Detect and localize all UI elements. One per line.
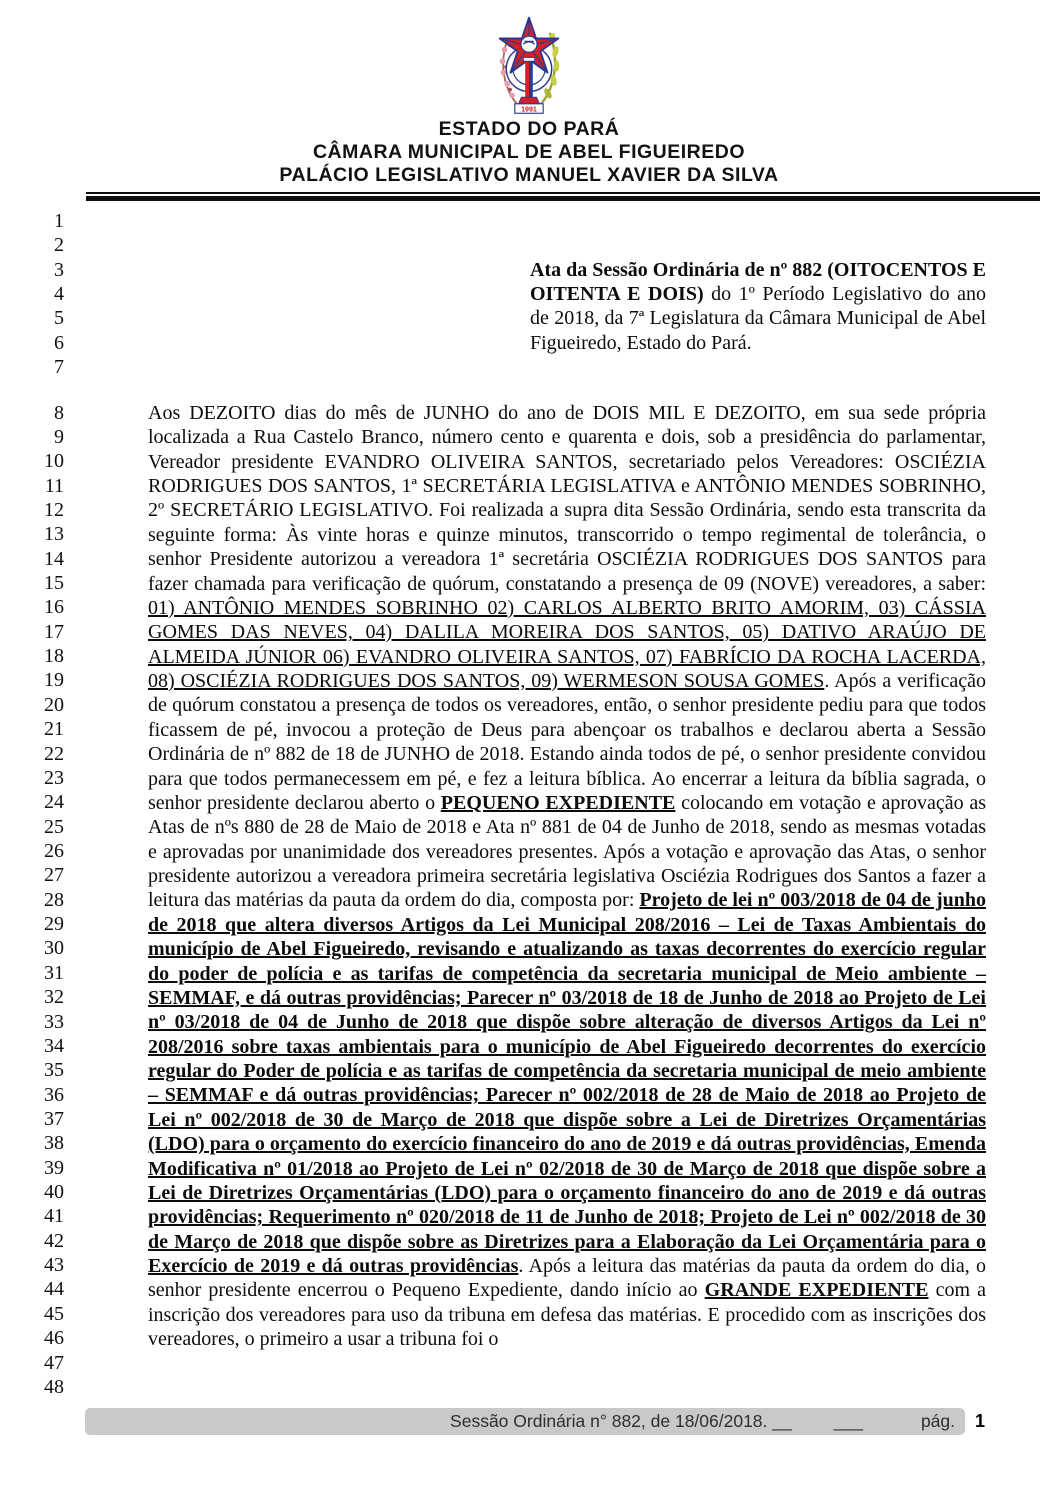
footer-bar bbox=[85, 1408, 965, 1435]
line-number: 20 bbox=[44, 693, 64, 716]
line-number: 31 bbox=[44, 961, 64, 984]
line-number: 30 bbox=[44, 937, 64, 960]
line-number: 25 bbox=[44, 815, 64, 838]
line-number: 19 bbox=[44, 669, 64, 692]
line-number: 21 bbox=[44, 718, 64, 741]
text-run: GRANDE EXPEDIENTE bbox=[704, 1279, 929, 1302]
footer-blank-line: ___ bbox=[833, 1411, 863, 1431]
line-number: 24 bbox=[44, 791, 64, 814]
text-run: 01) ANTÔNIO MENDES SOBRINHO 02) CARLOS ALBERTO BRITO AMORIM, 03) CÁSSIA GOMES DAS NEVES, 04) DALILA MOREIRA DOS SANTOS, 05) DATIVO ARAÚJO DE ALMEIDA JÚNIOR 06) EVANDRO OLIVEIRA SANTOS, 07) FABRÍCIO DA ROCHA LACERDA, 08) OSCIÉZIA RODRIGUES DOS SANTOS, 09) WERMESON SOUSA GOMES bbox=[148, 596, 986, 693]
line-number: 41 bbox=[44, 1205, 64, 1228]
line-number: 28 bbox=[44, 888, 64, 911]
text-run: Projeto de lei nº 003/2018 de 04 de junho de 2018 que altera diversos Artigos da Lei Municipal 208/2016 – Lei de Taxas Ambientais do município de Abel Figueiredo, revisando e atualizando as taxas decorrentes do exercício regular do poder de polícia e as tarifas de competência da secretaria municipal de Meio ambiente – SEMMAF, e dá outras providências; Parecer nº 03/2018 de 18 de Junho de 2018 ao Projeto de Lei nº 03/2018 de 04 de Junho de 2018 que dispõe sobre alteração de diversos Artigos da Lei nº 208/2016 sobre taxas ambientais para o município de Abel Figueiredo decorrentes do exercício regular do Poder de polícia e as tarifas de competência da secretaria municipal de meio ambiente – SEMMAF e dá outras providências; Parecer nº 002/2018 de 28 de Maio de 2018 ao Projeto de Lei nº 002/2018 de 30 de Março de 2018 que dispõe sobre a Lei de Diretrizes Orçamentárias (LDO) para o orçamento do exercício financeiro do ano de 2019 e dá outras providências, Emenda Modificativa nº 01/2018 ao Projeto de Lei nº 02/2018 de 30 de Março de 2018 que dispõe sobre a Lei de Diretrizes Orçamentárias (LDO) para o orçamento financeiro do ano de 2019 e dá outras providências; Requerimento nº 020/2018 de 11 de Junho de 2018; Projeto de Lei nº 002/2018 de 30 de Março de 2018 que dispõe sobre as Diretrizes para a Elaboração da Lei Orçamentária para o Exercício de 2019 e dá outras providências bbox=[148, 889, 986, 1278]
footer-page-number: 1 bbox=[975, 1411, 986, 1431]
line-number: 29 bbox=[44, 913, 64, 936]
coat-of-arms-icon bbox=[481, 12, 577, 118]
line-number: 15 bbox=[44, 572, 64, 595]
text-run: . Após a leitura das matérias da pauta da ordem do dia, o senhor presidente encerrou o Pequeno Expediente, dando início ao bbox=[148, 1255, 986, 1302]
line-number: 39 bbox=[44, 1156, 64, 1179]
line-number: 17 bbox=[44, 620, 64, 643]
line-number: 43 bbox=[44, 1254, 64, 1277]
header-state-line: ESTADO DO PARÁ bbox=[438, 118, 620, 140]
text-run: do 1º Período Legislativo do ano de 2018, da 7ª Legislatura da Câmara Municipal de Abel Figueiredo, Estado do Pará. bbox=[530, 283, 986, 354]
column-right bbox=[529, 61, 533, 97]
line-number: 26 bbox=[44, 839, 64, 862]
header-chamber-line: CÂMARA MUNICIPAL DE ABEL FIGUEIREDO bbox=[312, 141, 746, 163]
footer-session-label: Sessão Ordinária n° 882, de 18/06/2018. __ bbox=[450, 1411, 792, 1431]
line-number: 12 bbox=[44, 498, 64, 521]
line-number: 32 bbox=[44, 986, 64, 1009]
line-number: 40 bbox=[44, 1181, 64, 1204]
line-number: 34 bbox=[44, 1034, 64, 1057]
footer-page-label: pág. bbox=[920, 1411, 955, 1431]
text-run: colocando em votação e aprovação as Atas de nºs 880 de 28 de Maio de 2018 e Ata nº 881 de 04 de Junho de 2018, sendo as mesmas votadas e aprovadas por unanimidade dos vereadores presentes. Após a votação e aprovação das Atas, o senhor presidente autorizou a vereadora primeira secretária legislativa Osciézia Rodrigues dos Santos a fazer a leitura das matérias da pauta da ordem do dia, composta por: bbox=[148, 791, 987, 912]
line-number: 36 bbox=[44, 1083, 64, 1106]
line-number: 10 bbox=[44, 450, 64, 473]
text-run: . Após a verificação de quórum constatou a presença de todos os vereadores, então, o senhor presidente pediu para que todos ficassem de pé, invocou a proteção de Deus para abençoar os trabalhos e declarou aberta a Sessão Ordinária de nº 882 de 18 de JUNHO de 2018. Estando ainda todos de pé, o senhor presidente convidou para que todos permanecessem em pé, e fez a leitura bíblica. Ao encerrar a leitura da bíblia sagrada, o senhor presidente declarou aberto o bbox=[148, 670, 986, 814]
line-number: 3 bbox=[54, 258, 64, 281]
line-number: 38 bbox=[44, 1132, 64, 1155]
header-divider bbox=[86, 192, 1040, 201]
line-number: 45 bbox=[44, 1302, 64, 1325]
line-number: 4 bbox=[54, 283, 64, 306]
line-number: 11 bbox=[44, 474, 64, 497]
line-number: 9 bbox=[54, 425, 64, 448]
text-run: Ata da Sessão Ordinária de nº 882 (OITOCENTOS E OITENTA E DOIS) bbox=[530, 258, 986, 306]
line-number: 23 bbox=[44, 766, 64, 789]
text-run: Aos DEZOITO dias do mês de JUNHO do ano de DOIS MIL E DEZOITO, em sua sede própria localizada a Rua Castelo Branco, número cento e quarenta e dois, sob a presidência do parlamentar, Vereador presidente EVANDRO OLIVEIRA SANTOS, secretariado pelos Vereadores: OSCIÉZIA RODRIGUES DOS SANTOS, 1ª SECRETÁRIA LEGISLATIVA e ANTÔNIO MENDES SOBRINHO, 2º SECRETÁRIO LEGISLATIVO. Foi realizada a supra dita Sessão Ordinária, sendo esta transcrita da seguinte forma: Às vinte horas e quinze minutos, transcorrido o tempo regimental de tolerância, o senhor Presidente autorizou a vereadora 1ª secretária OSCIÉZIA RODRIGUES DOS SANTOS para fazer chamada para verificação de quórum, constatando a presença de 09 (NOVE) vereadores, a saber: bbox=[148, 401, 986, 595]
line-number: 42 bbox=[44, 1229, 64, 1252]
line-number: 13 bbox=[44, 523, 64, 546]
line-number: 47 bbox=[44, 1351, 64, 1374]
line-number: 6 bbox=[54, 331, 64, 354]
session-heading-paragraph bbox=[530, 258, 986, 380]
text-column bbox=[148, 209, 986, 1399]
line-number: 48 bbox=[44, 1375, 64, 1398]
line-number: 46 bbox=[44, 1327, 64, 1350]
document-header bbox=[0, 0, 1058, 187]
line-number: 35 bbox=[44, 1059, 64, 1082]
line-number: 16 bbox=[44, 596, 64, 619]
line-number: 27 bbox=[44, 864, 64, 887]
column-left bbox=[525, 61, 529, 97]
column-base bbox=[519, 97, 540, 104]
minutes-body-paragraph bbox=[148, 401, 986, 1352]
line-number: 44 bbox=[44, 1278, 64, 1301]
line-number: 7 bbox=[54, 356, 64, 379]
line-number: 18 bbox=[44, 645, 64, 668]
line-number: 14 bbox=[44, 547, 64, 570]
line-number: 37 bbox=[44, 1107, 64, 1130]
line-number: 22 bbox=[44, 742, 64, 765]
year-banner-label: 1991 bbox=[521, 105, 537, 114]
text-run: PEQUENO EXPEDIENTE bbox=[440, 791, 676, 814]
line-number: 5 bbox=[54, 307, 64, 330]
header-palace-line: PALÁCIO LEGISLATIVO MANUEL XAVIER DA SILVA bbox=[279, 164, 779, 186]
line-number: 1 bbox=[54, 210, 64, 232]
line-number-gutter bbox=[0, 209, 64, 1399]
text-run: com a inscrição dos vereadores para uso da tribuna em defesa das matérias. E procedido com as inscrições dos vereadores, o primeiro a usar a tribuna foi o bbox=[148, 1279, 987, 1351]
column-capital bbox=[523, 57, 534, 61]
line-number: 33 bbox=[44, 1010, 64, 1033]
line-number: 8 bbox=[54, 401, 64, 424]
line-number: 2 bbox=[54, 234, 64, 257]
document-body bbox=[0, 209, 1058, 1399]
